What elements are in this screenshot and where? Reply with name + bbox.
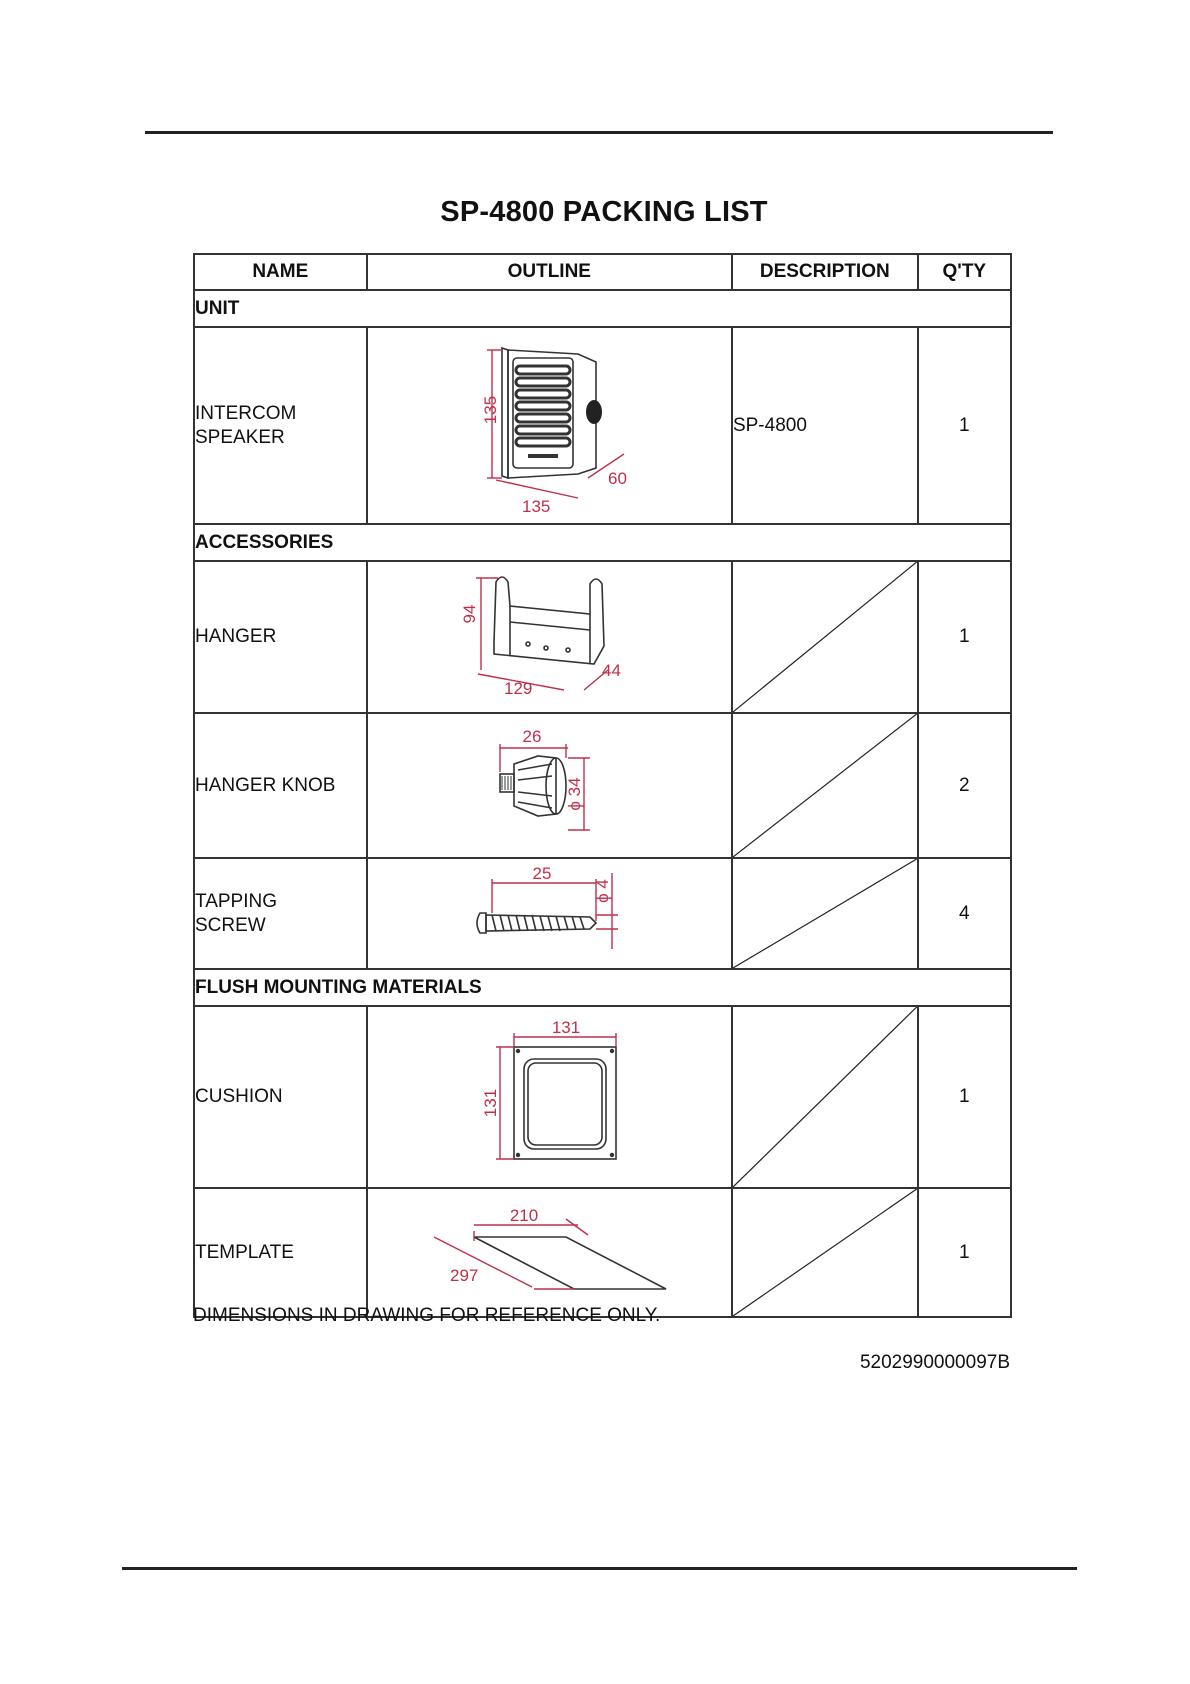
diagonal-slash [733, 562, 917, 712]
dim-depth: 44 [601, 661, 621, 680]
outline-cell [367, 1188, 732, 1317]
bottom-rule [122, 1567, 1077, 1570]
section-accessories: ACCESSORIES [194, 524, 1011, 561]
hanger-drawing [368, 562, 732, 706]
intercom-speaker-drawing [368, 328, 732, 517]
dim-height: 135 [480, 395, 500, 425]
description-empty [732, 1006, 918, 1188]
section-flush-mounting: FLUSH MOUNTING MATERIALS [194, 969, 1011, 1006]
dim-depth: 60 [607, 469, 627, 488]
section-row-flush [194, 969, 1011, 1006]
dim-length: 25 [532, 864, 552, 883]
item-qty: 2 [918, 713, 1011, 858]
dim-diameter: ϕ 34 [564, 777, 584, 811]
template-drawing [368, 1189, 732, 1310]
item-name-line1: INTERCOM [195, 402, 297, 424]
table-row [194, 858, 1011, 969]
item-name-line1: TAPPING [195, 890, 277, 912]
item-qty: 4 [918, 858, 1011, 969]
item-name: HANGER [194, 561, 367, 713]
description-empty [732, 1188, 918, 1317]
dim-width: 131 [551, 1018, 580, 1037]
item-name [194, 858, 367, 969]
item-description [732, 327, 918, 524]
header-qty: Q'TY [918, 254, 1011, 290]
outline-cell [367, 713, 732, 858]
table-row [194, 1006, 1011, 1188]
diagonal-slash [733, 859, 917, 968]
outline-cell [367, 327, 732, 524]
diagonal-slash [733, 1189, 917, 1316]
item-qty: 1 [918, 1188, 1011, 1317]
hanger-knob-drawing [368, 714, 732, 851]
document-number: 5202990000097B [859, 1352, 1010, 1373]
item-qty: 1 [918, 1006, 1011, 1188]
outline-cell [367, 561, 732, 713]
section-row-accessories [194, 524, 1011, 561]
item-name [194, 327, 367, 524]
table-row [194, 713, 1011, 858]
header-description: DESCRIPTION [732, 254, 918, 290]
top-rule [145, 131, 1053, 134]
dim-diameter: ϕ 4 [592, 879, 612, 903]
cushion-drawing [368, 1007, 732, 1181]
dim-height: 94 [459, 604, 479, 624]
outline-cell [367, 858, 732, 969]
dim-length: 297 [449, 1266, 478, 1285]
description-text: SP-4800 [732, 414, 807, 436]
diagonal-slash [733, 714, 917, 857]
item-name: CUSHION [194, 1006, 367, 1188]
dim-length: 26 [522, 727, 542, 746]
reference-note: DIMENSIONS IN DRAWING FOR REFERENCE ONLY. [193, 1305, 661, 1326]
table-row [194, 1188, 1011, 1317]
dim-height: 131 [480, 1088, 500, 1118]
tapping-screw-drawing [368, 859, 732, 962]
page-title: SP-4800 PACKING LIST [440, 196, 768, 228]
section-row-unit [194, 290, 1011, 327]
item-name-line2: SPEAKER [195, 426, 285, 448]
item-name: TEMPLATE [194, 1188, 367, 1317]
header-row [194, 254, 1011, 290]
item-qty: 1 [918, 561, 1011, 713]
description-empty [732, 713, 918, 858]
item-qty: 1 [918, 327, 1011, 524]
packing-list-table [193, 253, 1012, 1318]
dim-width: 135 [521, 497, 550, 516]
section-unit: UNIT [194, 290, 1011, 327]
description-empty [732, 561, 918, 713]
item-name-line2: SCREW [195, 914, 266, 936]
header-outline: OUTLINE [367, 254, 732, 290]
dim-width: 210 [509, 1206, 538, 1225]
description-empty [732, 858, 918, 969]
dim-width: 129 [503, 679, 532, 698]
outline-cell [367, 1006, 732, 1188]
table-row [194, 327, 1011, 524]
table-row [194, 561, 1011, 713]
item-name: HANGER KNOB [194, 713, 367, 858]
header-name: NAME [194, 254, 367, 290]
diagonal-slash [733, 1007, 917, 1187]
